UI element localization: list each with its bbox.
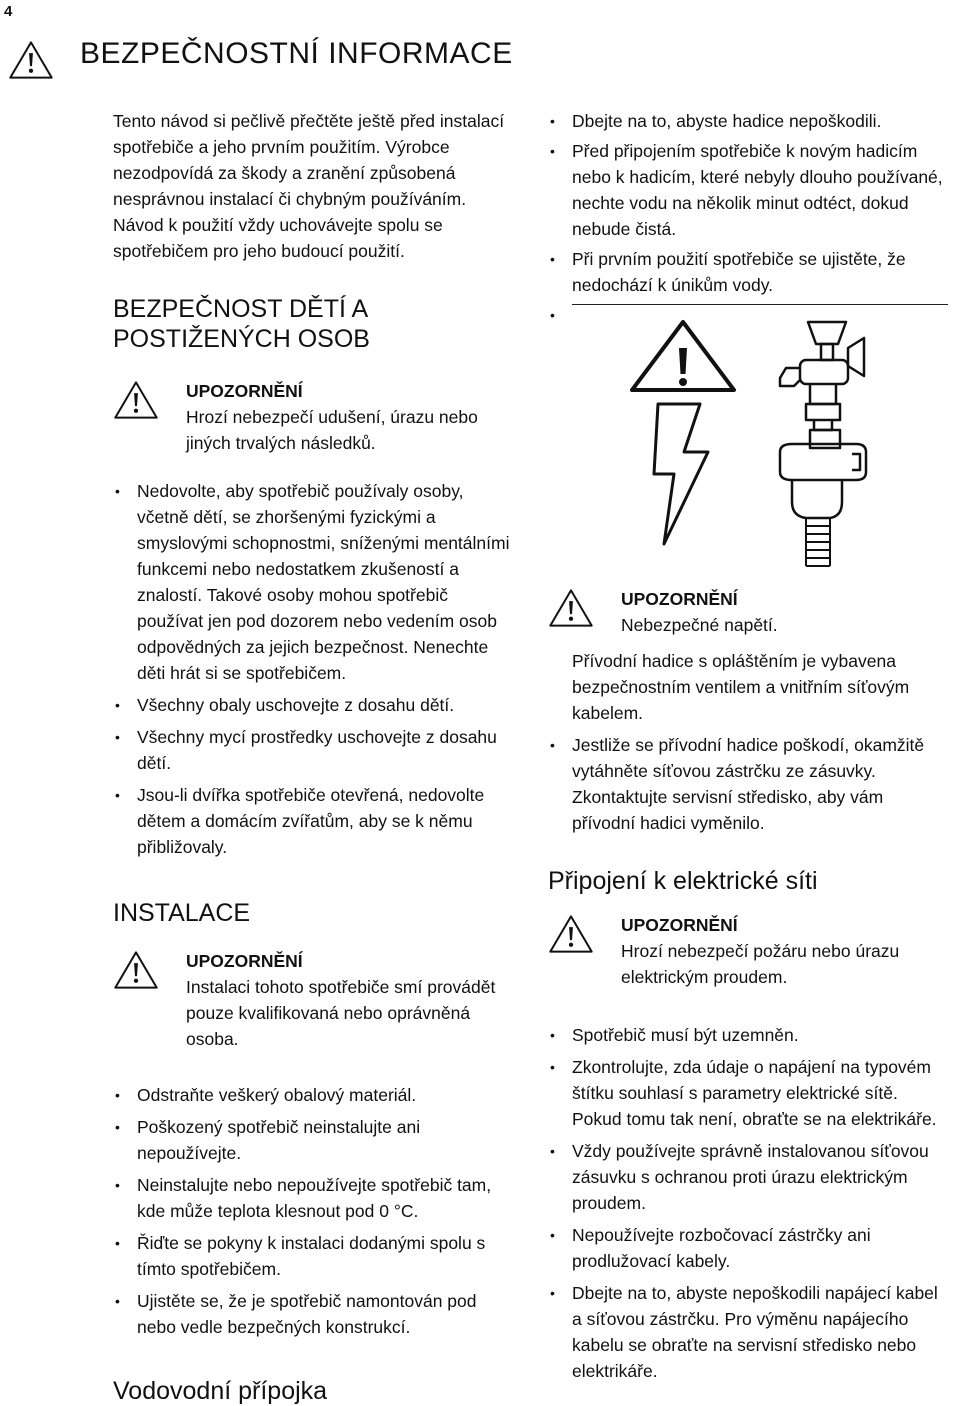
hose-icon [806,518,830,566]
bullet: • [550,307,555,323]
safety-valve-icon [780,430,866,518]
list-item: • Všechny obaly uschovejte z dosahu dětí. [113,692,513,718]
list-item: • Nepoužívejte rozbočovací zástrčky ani prodlužovací kabely. [548,1222,948,1274]
list-item: • Zkontrolujte, zda údaje o napájení na typovém štítku souhlasí s parametry elektrické sítě. Pokud tomu tak není, obraťte se na elektrikáře. [548,1054,948,1132]
right-column [548,108,948,1384]
warning-title: UPOZORNĚNÍ [621,589,738,609]
list-item: • Spotřebič musí být uzemněn. [548,1022,948,1048]
warning-triangle-icon [113,950,159,990]
water-list [548,108,948,298]
page-number: 4 [4,3,13,20]
warning-triangle-icon [632,322,734,390]
installation-heading: INSTALACE [113,899,251,927]
hose-illustration [548,304,948,572]
list-item: • Jestliže se přívodní hadice poškodí, okamžitě vytáhněte síťovou zástrčku ze zásuvky. Zkontaktujte servisní středisko, aby vám přívodní hadici vyměnilo. [548,732,948,836]
water-tap-icon [780,322,864,430]
warning-triangle-icon [8,40,54,80]
water-hose-diagram [548,304,948,572]
list-item: • Nedovolte, aby spotřebič používaly osoby, včetně dětí, se zhoršenými fyzickými a smyslovými schopnostmi, sníženými mentálními funkcemi nebo nedostatkem zkušeností a znalostí. Takové osoby mohou spotřebič používat jen pod dozorem nebo vedením osob odpovědných za jejich bezpečnost. Nenechte děti hrát si se spotřebičem. [113,478,513,686]
list-item: • Vždy používejte správně instalovanou síťovou zásuvku s ochranou proti úrazu elektrickým proudem. [548,1138,948,1216]
intro-paragraph: Tento návod si pečlivě přečtěte ještě před instalací spotřebiče a jeho prvním použitím. Výrobce nezodpovídá za škody a zranění způsobená nesprávnou instalací či chybným používáním. Návod k použití vždy uchovávejte spolu se spotřebičem pro jeho budoucí použití. [113,111,505,261]
warning-triangle-icon [548,588,594,628]
installation-list [113,1082,513,1340]
warning-text: Instalaci tohoto spotřebiče smí provádět pouze kvalifikovaná nebo oprávněná osoba. [186,977,496,1049]
page-title: BEZPEČNOSTNÍ INFORMACE [80,37,513,70]
warning-text: Hrozí nebezpečí udušení, úrazu nebo jiných trvalých následků. [186,407,478,453]
electrical-heading: Připojení k elektrické síti [548,867,818,895]
warning-triangle-icon [548,914,594,954]
list-item: • Dbejte na to, abyste nepoškodili napájecí kabel a síťovou zástrčku. Pro výměnu napájecího kabelu se obraťte na servisní středisko nebo elektrikáře. [548,1280,948,1384]
list-item: • Řiďte se pokyny k instalaci dodanými spolu s tímto spotřebičem. [113,1230,513,1282]
list-item: • Všechny mycí prostředky uschovejte z dosahu dětí. [113,724,513,776]
page-header [8,36,948,86]
electrical-list [548,1022,948,1384]
lightning-bolt-icon [654,404,708,544]
water-list-2 [548,732,948,836]
warning-title: UPOZORNĚNÍ [186,381,303,401]
warning-triangle-icon [113,380,159,420]
warning-text: Hrozí nebezpečí požáru nebo úrazu elektrickým proudem. [621,941,900,987]
list-item: • Dbejte na to, abyste hadice nepoškodili. [548,108,948,134]
electrical-warning [548,912,948,990]
child-safety-warning [113,378,513,456]
warning-title: UPOZORNĚNÍ [186,951,303,971]
warning-text: Nebezpečné napětí. [621,615,778,635]
child-safety-list [113,478,513,860]
installation-warning [113,948,513,1052]
list-item: • Před připojením spotřebiče k novým hadicím nebo k hadicím, které nebyly dlouho používané, nechte vodu na několik minut odtéct, dokud nebude čistá. [548,138,948,242]
list-item: • Při prvním použití spotřebiče se ujistěte, že nedochází k únikům vody. [548,246,948,298]
list-item: • Odstraňte veškerý obalový materiál. [113,1082,513,1108]
list-item: • Jsou-li dvířka spotřebiče otevřená, nedovolte dětem a domácím zvířatům, aby se k němu přibližovaly. [113,782,513,860]
child-safety-heading: BEZPEČNOST DĚTÍ A POSTIŽENÝCH OSOB [113,295,370,353]
list-item: • Neinstalujte nebo nepoužívejte spotřebič tam, kde může teplota klesnout pod 0 °C. [113,1172,513,1224]
list-item: • Poškozený spotřebič neinstalujte ani nepoužívejte. [113,1114,513,1166]
warning-title: UPOZORNĚNÍ [621,915,738,935]
hose-description: Přívodní hadice s opláštěním je vybavena bezpečnostním ventilem a vnitřním síťovým kabelem. [572,651,910,723]
list-item: • Ujistěte se, že je spotřebič namontován pod nebo vedle bezpečných konstrukcí. [113,1288,513,1340]
voltage-warning [548,586,948,646]
water-heading: Vodovodní přípojka [113,1377,328,1405]
left-column [113,108,513,1406]
